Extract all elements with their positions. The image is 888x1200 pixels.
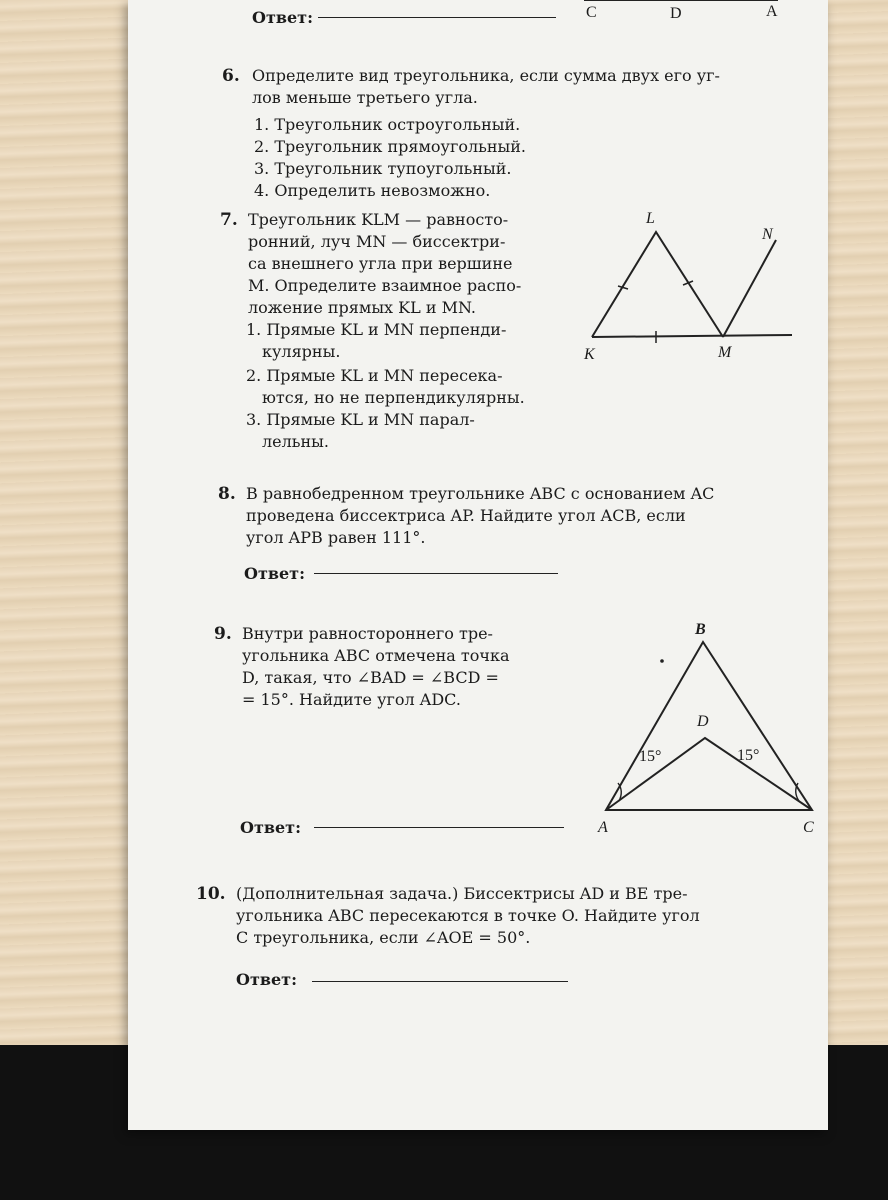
q6-option-4: 4. Определить невозможно.	[254, 181, 491, 200]
q8-number: 8.	[218, 484, 236, 504]
q7-triangle-diagram	[578, 205, 808, 375]
q9-text-line: = 15°. Найдите угол ADC.	[242, 690, 461, 709]
q9-label-d: D	[697, 713, 709, 730]
q9-text-line: угольника ABC отмечена точка	[242, 646, 510, 665]
q9-text-line: Внутри равностороннего тре-	[242, 624, 493, 643]
q9-label-c: C	[803, 819, 814, 836]
q6-text-line: Определите вид треугольника, если сумма двух его уг-	[252, 66, 720, 85]
q6-option-2: 2. Треугольник прямоугольный.	[254, 137, 526, 156]
q7-text-line: M. Определите взаимное распо-	[248, 276, 522, 295]
q9-label-b: B	[695, 621, 706, 638]
q7-label-m: M	[718, 344, 732, 361]
q7-label-n: N	[762, 226, 773, 243]
q8-text-line: В равнобедренном треугольнике ABC с основанием AC	[246, 484, 715, 503]
answer-line-q5[interactable]	[318, 16, 556, 18]
q10-number: 10.	[196, 884, 226, 904]
q10-text-line: C треугольника, если ∠AOE = 50°.	[236, 928, 531, 947]
answer-line-q10[interactable]	[312, 980, 568, 982]
q7-text-line: са внешнего угла при вершине	[248, 254, 513, 273]
top-diagram	[568, 0, 798, 22]
answer-label-q5: Ответ:	[252, 8, 313, 27]
q7-text-line: ложение прямых KL и MN.	[248, 298, 477, 317]
q7-option-3-cont: лельны.	[262, 432, 329, 451]
answer-line-q8[interactable]	[314, 572, 558, 574]
q9-angle-label-left: 15°	[639, 748, 662, 765]
q6-option-3: 3. Треугольник тупоугольный.	[254, 159, 512, 178]
top-label-c: C	[586, 4, 597, 21]
q7-label-k: K	[584, 346, 595, 363]
q7-text-line: Треугольник KLM — равносто-	[248, 210, 509, 229]
q9-number: 9.	[214, 624, 232, 644]
q7-option-1-cont: кулярны.	[262, 342, 341, 361]
q6-text-line: лов меньше третьего угла.	[252, 88, 478, 107]
q7-label-l: L	[646, 210, 655, 227]
top-label-a: A	[766, 3, 778, 20]
q7-option-2: 2. Прямые KL и MN пересека-	[246, 366, 503, 385]
answer-line-q9[interactable]	[314, 826, 564, 828]
q6-number: 6.	[222, 66, 240, 86]
q7-option-1: 1. Прямые KL и MN перпенди-	[246, 320, 507, 339]
q7-text-line: ронний, луч MN — биссектри-	[248, 232, 506, 251]
q6-option-1: 1. Треугольник остроугольный.	[254, 115, 521, 134]
worksheet-page	[128, 0, 828, 1130]
q8-text-line: проведена биссектриса AP. Найдите угол ACB, если	[246, 506, 686, 525]
q7-option-3: 3. Прямые KL и MN парал-	[246, 410, 475, 429]
answer-label-q9: Ответ:	[240, 818, 301, 837]
q10-text-line: угольника ABC пересекаются в точке O. Найдите угол	[236, 906, 700, 925]
answer-label-q8: Ответ:	[244, 564, 305, 583]
q7-number: 7.	[220, 210, 238, 230]
q9-label-a: A	[598, 819, 608, 836]
answer-label-q10: Ответ:	[236, 970, 297, 989]
q8-text-line: угол APB равен 111°.	[246, 528, 426, 547]
q10-text-line: (Дополнительная задача.) Биссектрисы AD и BE тре-	[236, 884, 688, 903]
q7-option-2-cont: ются, но не перпендикулярны.	[262, 388, 525, 407]
q9-text-line: D, такая, что ∠BAD = ∠BCD =	[242, 668, 499, 687]
q9-triangle-diagram	[593, 618, 823, 838]
q9-angle-label-right: 15°	[737, 747, 760, 764]
top-label-d: D	[670, 5, 682, 22]
